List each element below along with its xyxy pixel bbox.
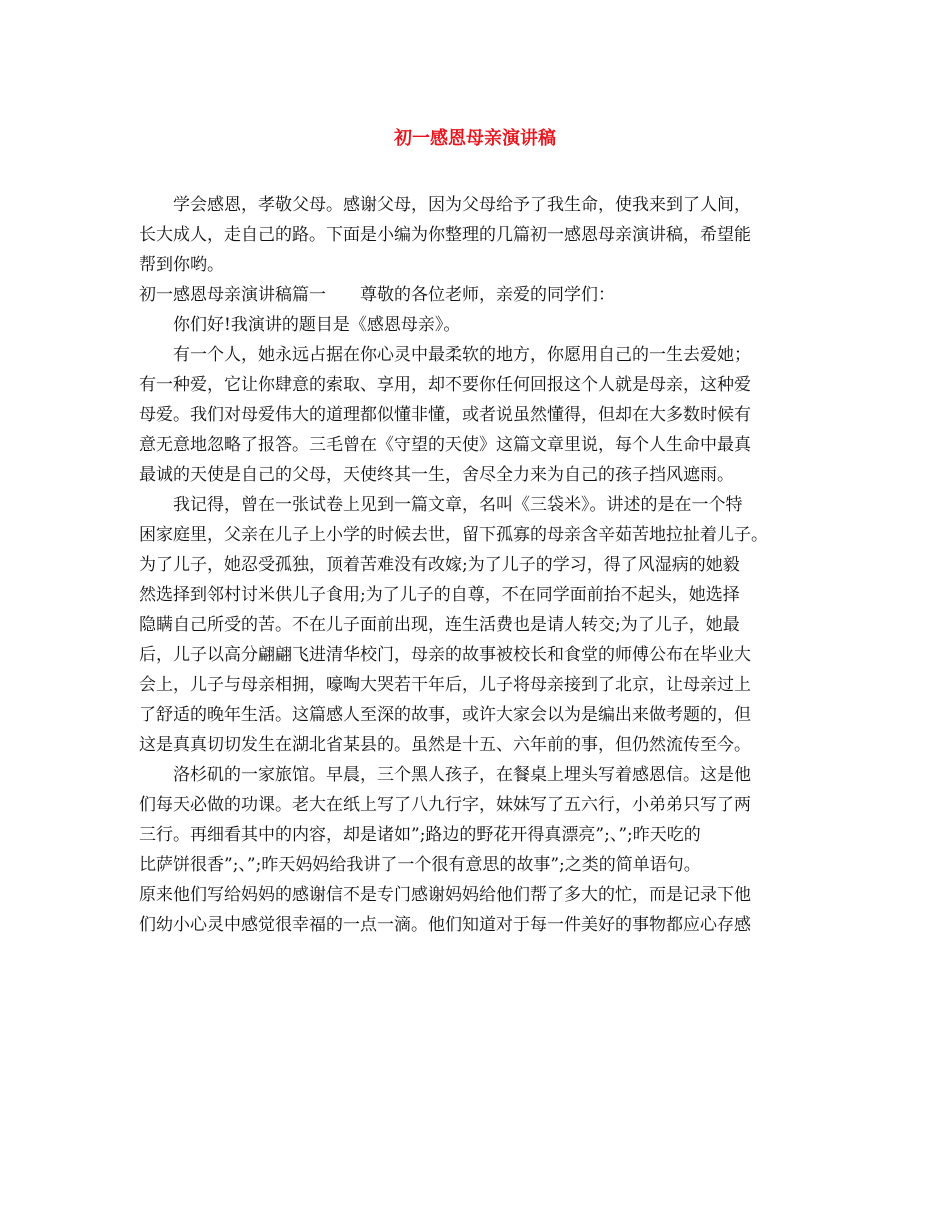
text-line: [139, 700, 829, 730]
text-line-content: 我记得，曾在一张试卷上见到一篇文章，名叫《三袋米》。讲述的是在一个特: [173, 495, 743, 515]
text-line: [139, 400, 829, 430]
text-line-content: 你们好!我演讲的题目是《感恩母亲》。: [173, 315, 461, 335]
text-line-content: 意无意地忽略了报答。三毛曾在《守望的天使》这篇文章里说，每个人生命中最真: [139, 435, 751, 455]
text-line-content: 帮到你哟。: [139, 255, 224, 275]
text-line: [139, 820, 829, 850]
text-line: [139, 580, 829, 610]
text-line-content: 们每天必做的功课。老大在纸上写了八九行字，妹妹写了五六行，小弟弟只写了两: [139, 795, 751, 815]
text-line: [139, 610, 829, 640]
text-line-content: 有一种爱，它让你肆意的索取、享用，却不要你任何回报这个人就是母亲，这种爱: [139, 375, 751, 395]
text-line: [139, 250, 829, 280]
text-line-content: 然选择到邻村讨米供儿子食用;为了儿子的自尊，不在同学面前抬不起头，她选择: [139, 585, 740, 605]
text-line-content: 比萨饼很香”;、”;昨天妈妈给我讲了一个很有意思的故事”;之类的简单语句。: [139, 855, 701, 875]
text-line: [139, 190, 829, 220]
text-line-content: 初一感恩母亲演讲稿篇一: [139, 285, 326, 305]
text-line-content: 这是真真切切发生在湖北省某县的。虽然是十五、六年前的事，但仍然流传至今。: [139, 735, 751, 755]
text-line-content: 母爱。我们对母爱伟大的道理都似懂非懂，或者说虽然懂得，但却在大多数时候有: [139, 405, 751, 425]
text-line-content: 隐瞒自己所受的苦。不在儿子面前出现，连生活费也是请人转交;为了儿子，她最: [139, 615, 740, 635]
text-line-content: 洛杉矶的一家旅馆。早晨，三个黑人孩子，在餐桌上埋头写着感恩信。这是他: [173, 765, 751, 785]
text-line-salutation: 尊敬的各位老师，亲爱的同学们：: [360, 285, 615, 305]
text-line: [139, 310, 829, 340]
text-line-content: 后，儿子以高分翩翩飞进清华校门，母亲的故事被校长和食堂的师傅公布在毕业大: [139, 645, 751, 665]
text-line: [139, 280, 829, 310]
text-line-content: 为了儿子，她忍受孤独，顶着苦难没有改嫁;为了儿子的学习，得了风湿病的她毅: [139, 555, 740, 575]
text-line-content: 学会感恩，孝敬父母。感谢父母，因为父母给予了我生命，使我来到了人间，: [173, 195, 751, 215]
text-line: [139, 220, 829, 250]
text-line: [139, 850, 829, 880]
text-line: [139, 730, 829, 760]
text-line-content: 困家庭里，父亲在儿子上小学的时候去世，留下孤寡的母亲含辛茹苦地拉扯着儿子。: [139, 525, 768, 545]
text-line-content: 三行。再细看其中的内容，却是诸如”;路边的野花开得真漂亮”;、”;昨天吃的: [139, 825, 701, 845]
text-line: [139, 520, 829, 550]
text-line: [139, 760, 829, 790]
text-line-content: 们幼小心灵中感觉很幸福的一点一滴。他们知道对于每一件美好的事物都应心存感: [139, 915, 751, 935]
text-line: [139, 910, 829, 940]
text-line: [139, 880, 829, 910]
text-line: [139, 490, 829, 520]
document-title: 初一感恩母亲演讲稿: [394, 128, 556, 149]
text-line-content: 最诚的天使是自己的父母，天使终其一生，舍尽全力来为自己的孩子挡风遮雨。: [139, 465, 734, 485]
document-body: [139, 190, 829, 940]
text-line: [139, 430, 829, 460]
text-line-content: 有一个人，她永远占据在你心灵中最柔软的地方，你愿用自己的一生去爱她；: [173, 345, 751, 365]
text-line-content: 了舒适的晚年生活。这篇感人至深的故事，或许大家会以为是编出来做考题的，但: [139, 705, 751, 725]
text-line-content: 会上，儿子与母亲相拥，嚎啕大哭若干年后，儿子将母亲接到了北京，让母亲过上: [139, 675, 751, 695]
text-line: [139, 550, 829, 580]
text-line: [139, 460, 829, 490]
text-line-content: 原来他们写给妈妈的感谢信不是专门感谢妈妈给他们帮了多大的忙，而是记录下他: [139, 885, 751, 905]
text-line: [139, 670, 829, 700]
text-line: [139, 790, 829, 820]
text-line: [139, 370, 829, 400]
text-line-content: 长大成人，走自己的路。下面是小编为你整理的几篇初一感恩母亲演讲稿，希望能: [139, 225, 751, 245]
text-line: [139, 340, 829, 370]
text-line: [139, 640, 829, 670]
